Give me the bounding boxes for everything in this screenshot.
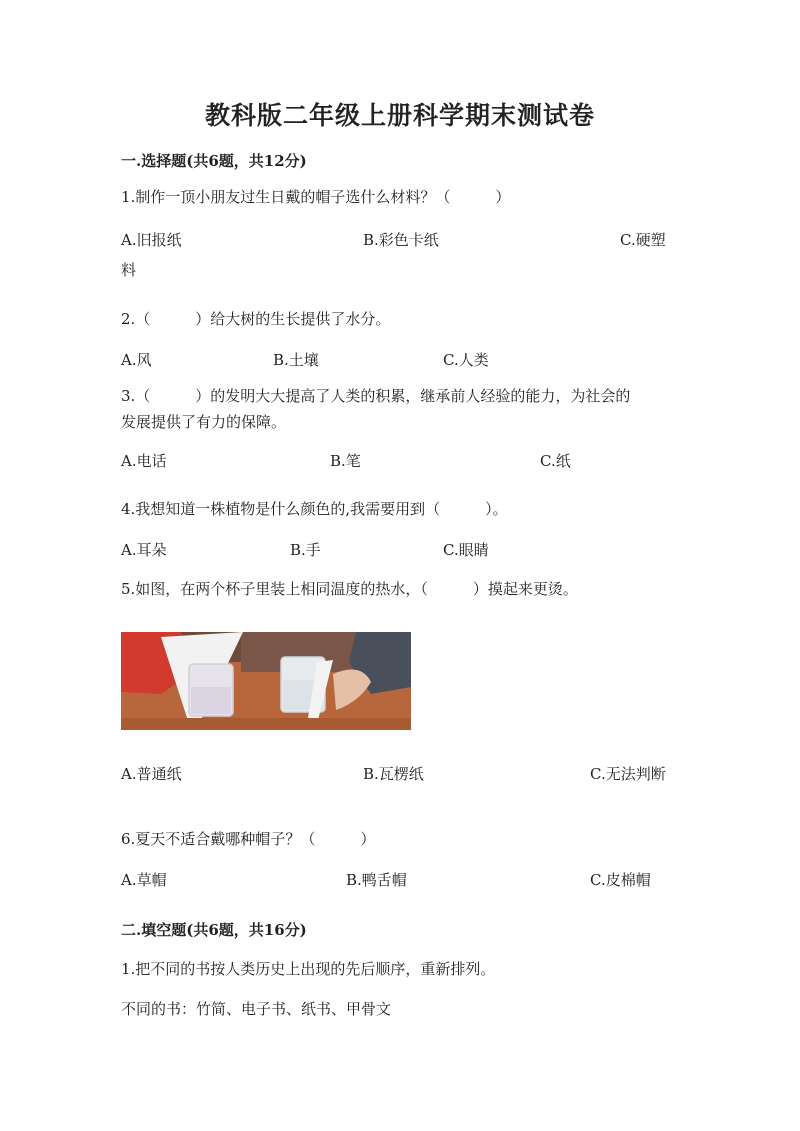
q5-option-c: C.无法判断 — [590, 765, 666, 783]
cups-photo — [121, 632, 411, 730]
fill-question-1: 1.把不同的书按人类历史上出现的先后顺序，重新排列。 — [121, 960, 496, 978]
fill-question-1-books: 不同的书：竹简、电子书、纸书、甲骨文 — [121, 1000, 392, 1018]
q2-option-b: B.土壤 — [273, 351, 319, 369]
cups-photo-image — [121, 632, 411, 730]
q6-option-c: C.皮棉帽 — [590, 871, 651, 889]
q4-option-c: C.眼睛 — [443, 541, 489, 559]
section-heading-fill: 二.填空题(共6题，共16分) — [121, 921, 307, 939]
section-heading-choice: 一.选择题(共6题，共12分) — [121, 152, 307, 170]
q1-option-b: B.彩色卡纸 — [363, 231, 439, 249]
q6-option-a: A.草帽 — [121, 871, 167, 889]
question-3-line-2: 发展提供了有力的保障。 — [121, 413, 287, 431]
q4-option-a: A.耳朵 — [121, 541, 167, 559]
question-2: 2.（ ）给大树的生长提供了水分。 — [121, 310, 391, 328]
q1-option-c-wrap: 料 — [121, 261, 137, 279]
q3-option-b: B.笔 — [330, 452, 361, 470]
question-5: 5.如图，在两个杯子里装上相同温度的热水，（ ）摸起来更烫。 — [121, 580, 578, 598]
question-4: 4.我想知道一株植物是什么颜色的,我需要用到（ ）。 — [121, 500, 508, 518]
question-3-line-1: 3.（ ）的发明大大提高了人类的积累，继承前人经验的能力，为社会的 — [121, 387, 631, 405]
question-1: 1.制作一顶小朋友过生日戴的帽子选什么材料？（ ） — [121, 188, 511, 206]
q4-option-b: B.手 — [290, 541, 321, 559]
q3-option-c: C.纸 — [540, 452, 571, 470]
q5-option-a: A.普通纸 — [121, 765, 182, 783]
q1-option-c: C.硬塑 — [620, 231, 666, 249]
q2-option-a: A.风 — [121, 351, 152, 369]
question-6: 6.夏天不适合戴哪种帽子？（ ） — [121, 830, 376, 848]
page-title: 教科版二年级上册科学期末测试卷 — [204, 101, 595, 130]
q1-option-a: A.旧报纸 — [121, 231, 182, 249]
q2-option-c: C.人类 — [443, 351, 489, 369]
q5-option-b: B.瓦楞纸 — [363, 765, 424, 783]
q3-option-a: A.电话 — [121, 452, 167, 470]
q6-option-b: B.鸭舌帽 — [346, 871, 407, 889]
